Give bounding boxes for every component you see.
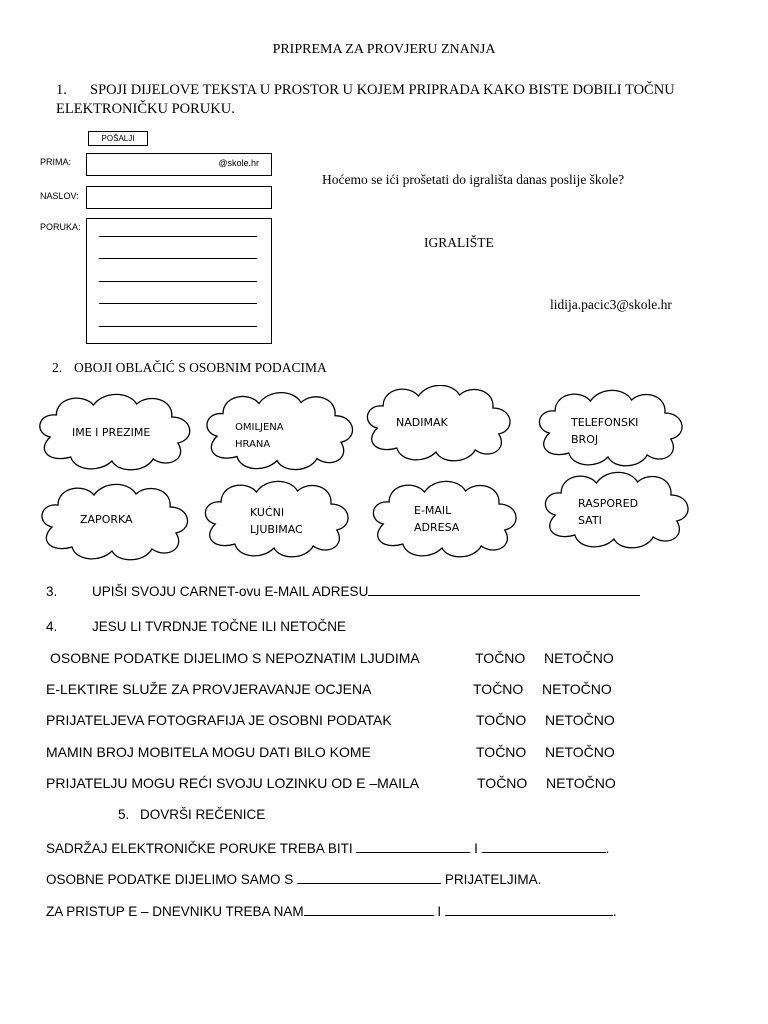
to-label: PRIMA: [40,157,72,167]
message-line [99,258,257,259]
true-option[interactable]: TOČNO [476,712,527,728]
question-5-text: 5. DOVRŠI REČENICE [118,807,266,822]
sentence-2: OSOBNE PODATKE DIJELIMO SAMO S PRIJATELJIMA. [46,872,542,887]
statement-1: OSOBNE PODATKE DIJELIMO S NEPOZNATIM LJUDIMA [50,650,420,666]
false-option[interactable]: NETOČNO [545,744,615,760]
answer-blank[interactable] [368,582,640,596]
false-option[interactable]: NETOČNO [542,681,612,697]
statement-5: PRIJATELJU MOGU REĆI SVOJU LOZINKU OD E –MAILA [46,775,420,791]
message-line [99,303,257,304]
message-piece-subject: IGRALIŠTE [424,235,494,250]
question-number: 5. [118,807,130,822]
cloud-label-timetable: RASPORED SATI [578,497,639,527]
statement-3: PRIJATELJEVA FOTOGRAFIJA JE OSOBNI PODATAK [46,712,392,728]
cloud-label-email: E-MAIL ADRESA [414,504,460,534]
message-field [86,218,272,344]
question-1-text [56,82,675,99]
true-option[interactable]: TOČNO [475,650,526,666]
message-line [99,281,257,282]
true-option[interactable]: TOČNO [476,744,527,760]
clouds-area [0,385,768,585]
question-4-text: 4. JESU LI TVRDNJE TOČNE ILI NETOČNE [46,619,347,634]
cloud-label-name: IME I PREZIME [72,426,151,439]
false-option[interactable]: NETOČNO [546,775,616,791]
answer-blank[interactable] [356,839,470,853]
sentence-1: SADRŽAJ ELEKTRONIČKE PORUKE TREBA BITI I . [46,841,610,856]
question-number: 2. [52,360,63,375]
cloud-label-pet: KUĆNI LJUBIMAC [250,506,303,536]
subject-label: NASLOV: [40,191,79,201]
answer-blank[interactable] [445,902,613,916]
cloud-label-favourite-food: OMILJENA HRANA [235,422,284,450]
page-title: PRIPREMA ZA PROVJERU ZNANJA [272,42,496,57]
true-option[interactable]: TOČNO [473,681,524,697]
message-line [99,236,257,237]
sentence-3: ZA PRISTUP E – DNEVNIKU TREBA NAM I . [46,904,617,919]
statement-4: MAMIN BROJ MOBITELA MOGU DATI BILO KOME [46,744,371,760]
answer-blank[interactable] [297,870,441,884]
true-option[interactable]: TOČNO [477,775,528,791]
to-field [86,153,272,176]
cloud-label-password: ZAPORKA [80,513,133,526]
question-number: 1. [56,82,67,98]
question-2-text: 2. OBOJI OBLAČIĆ S OSOBNIM PODACIMA [52,360,327,375]
statement-2: E-LEKTIRE SLUŽE ZA PROVJERAVANJE OCJENA [46,681,372,697]
false-option[interactable]: NETOČNO [545,712,615,728]
false-option[interactable]: NETOČNO [544,650,614,666]
question-number: 4. [46,619,58,634]
send-button: POŠALJI [88,131,148,146]
question-1-line-1: SPOJI DIJELOVE TEKSTA U PROSTOR U KOJEM PRIPRADA KAKO BISTE DOBILI TOČNU [90,82,675,98]
question-number: 3. [46,584,58,599]
subject-field [86,186,272,209]
message-piece-sentence: Hoćemo se ići prošetati do igrališta danas poslije škole? [322,172,625,187]
answer-blank[interactable] [304,902,434,916]
question-3-text: 3. UPIŠI SVOJU CARNET-ovu E-MAIL ADRESU [46,582,640,599]
answer-blank[interactable] [482,839,606,853]
message-piece-email: lidija.pacic3@skole.hr [550,297,672,312]
message-label: PORUKA: [40,222,81,232]
cloud-label-phone: TELEFONSKI BROJ [571,416,639,446]
cloud-label-nickname: NADIMAK [396,416,448,429]
question-1-line-2: ELEKTRONIČKU PORUKU. [56,101,235,117]
message-line [99,326,257,327]
to-domain: @skole.hr [218,158,259,168]
